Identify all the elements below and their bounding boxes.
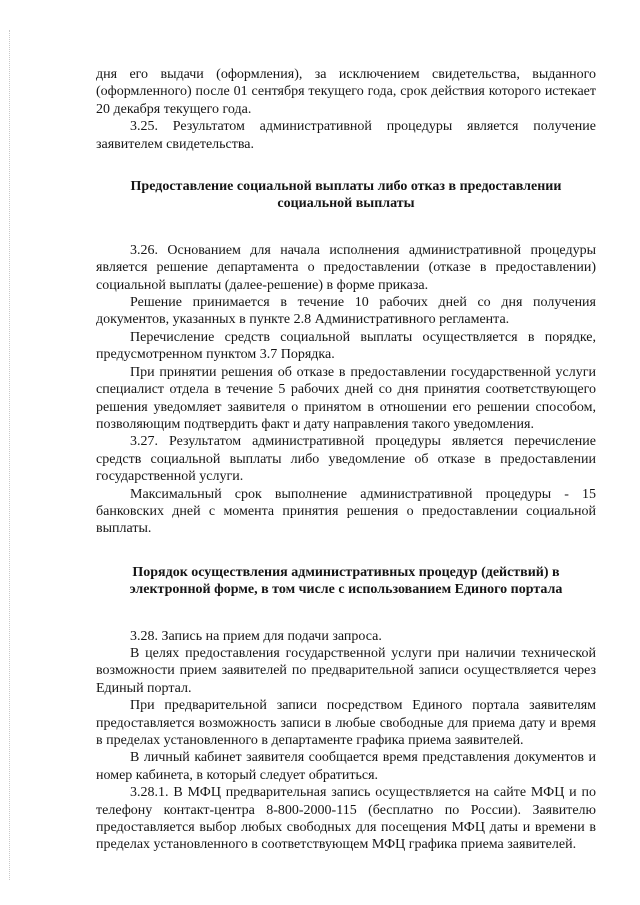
paragraph-3-28-1: 3.28.1. В МФЦ предварительная запись осуществляется на сайте МФЦ и по телефону контакт-центра 8-800-2000-115 (бесплатно по России). Заявителю предоставляется выбор любых свободных для посещения МФЦ даты и времени в пределах установленного в соответствующем МФЦ графика приема заявителей. [96,785,596,853]
paragraph-continuation: дня его выдачи (оформления), за исключением свидетельства, выданного (оформленного) после 01 сентября текущего года, срок действия которого истекает 20 декабря текущего года. [96,67,596,117]
section-heading-social-payment: Предоставление социальной выплаты либо отказ в предоставлении социальной выплаты [130,179,562,212]
paragraph-portal-booking: При предварительной записи посредством Единого портала заявителям предоставляется возможность записи в любые свободные для приема дату и время в пределах установленного в департаменте графика приема заявителей. [96,698,596,748]
paragraph-3-28: 3.28. Запись на прием для подачи запроса. [130,628,382,644]
paragraph-personal-cabinet: В личный кабинет заявителя сообщается время представления документов и номер кабинета, в который следует обратиться. [96,750,596,783]
section-heading-electronic-procedures: Порядок осуществления административных процедур (действий) в электронной форме, в том числе с использованием Единого портала [129,564,563,598]
paragraph-transfer: Перечисление средств социальной выплаты осуществляется в порядке, предусмотренном пунктом 3.7 Порядка. [96,329,596,363]
paragraph-max-term: Максимальный срок выполнение административной процедуры - 15 банковских дней с момента принятия решения о предоставлении социальной выплаты. [96,486,596,537]
paragraph-pre-registration: В целях предоставления государственной услуги при наличии технической возможности прием заявителей по предварительной записи осуществляется через Единый портал. [96,645,596,696]
document-body [96,66,596,854]
paragraph-refusal-notice: При принятии решения об отказе в предоставлении государственной услуги специалист отдела в течение 5 рабочих дней со дня принятия соответствующего решения уведомляет заявителя о принятом в отношении его решении способом, позволяющим подтвердить факт и дату направления такого уведомления. [96,364,596,432]
binding-margin-line [9,30,10,880]
paragraph-3-25: 3.25. Результатом административной процедуры является получение заявителем свидетельства. [96,119,596,152]
paragraph-3-26: 3.26. Основанием для начала исполнения административной процедуры является решение департамента о предоставлении (отказе в предоставлении) социальной выплаты (далее-решение) в форме приказа. [96,242,596,293]
paragraph-3-27: 3.27. Результатом административной процедуры является перечисление средств социальной выплаты либо уведомление об отказе в предоставлении государственной услуги. [96,434,596,485]
paragraph-decision-term: Решение принимается в течение 10 рабочих дней со дня получения документов, указанных в пункте 2.8 Административного регламента. [96,295,596,328]
